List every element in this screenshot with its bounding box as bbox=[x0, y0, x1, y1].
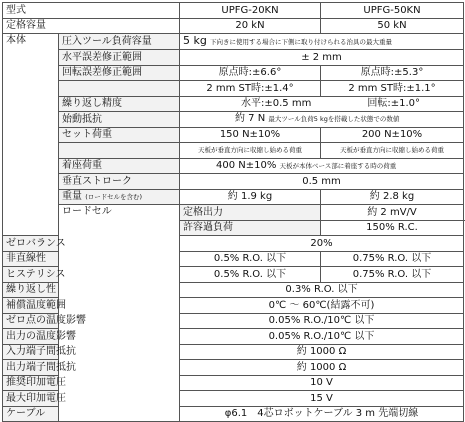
table-row bbox=[3, 34, 464, 50]
cell-value: 約 1.9 kg bbox=[180, 189, 321, 205]
cell-value: 0.5% R.O. 以下 bbox=[180, 267, 321, 283]
cell-value: 0.75% R.O. 以下 bbox=[321, 251, 464, 267]
cell-value: 0.05% R.O./10℃ 以下 bbox=[180, 313, 464, 329]
cell-value: 2 mm ST時:±1.4° bbox=[180, 81, 321, 97]
cell-value: 約 2.8 kg bbox=[321, 189, 464, 205]
cell-value: 20% bbox=[180, 236, 464, 252]
cell-value: 原点時:±5.3° bbox=[321, 65, 464, 81]
spec-table bbox=[2, 2, 464, 422]
value-text: 400 N±10% bbox=[216, 159, 277, 171]
row-label: 水平誤差修正範囲 bbox=[59, 50, 180, 66]
row-label-empty bbox=[59, 143, 180, 159]
row-label: 推奨印加電圧 bbox=[3, 375, 59, 391]
cell-value: ± 2 mm bbox=[180, 50, 464, 66]
row-label: ヒステリシス bbox=[3, 267, 59, 283]
row-label: ケーブル bbox=[3, 406, 59, 422]
value-text: 水平:±0.5 mm bbox=[241, 98, 312, 110]
cell-value bbox=[180, 158, 464, 174]
type-label: 型式 bbox=[3, 3, 180, 19]
row-label: 許容過負荷 bbox=[180, 220, 321, 236]
cell-value: 150% R.C. bbox=[321, 220, 464, 236]
cell-value: 約 2 mV/V bbox=[321, 205, 464, 221]
table-row bbox=[3, 112, 464, 128]
cell-value: 約 1000 Ω bbox=[180, 344, 464, 360]
table-row bbox=[3, 174, 464, 190]
cell-value: 0.75% R.O. 以下 bbox=[321, 267, 464, 283]
table-row bbox=[3, 143, 464, 159]
row-label: セット荷重 bbox=[59, 127, 180, 143]
row-label: 補償温度範囲 bbox=[3, 298, 59, 314]
table-row bbox=[3, 96, 464, 112]
row-label: 最大印加電圧 bbox=[3, 391, 59, 407]
table-row bbox=[3, 18, 464, 34]
row-label bbox=[59, 189, 180, 205]
table-row bbox=[3, 189, 464, 205]
row-label-empty bbox=[59, 81, 180, 97]
table-row bbox=[3, 81, 464, 97]
cell-value: 20 kN bbox=[180, 18, 321, 34]
table-row bbox=[3, 205, 464, 221]
cell-value: 200 N±10% bbox=[321, 127, 464, 143]
label-note: (ロードセルを含む) bbox=[85, 192, 143, 201]
row-label: 圧入ツール負荷容量 bbox=[59, 34, 180, 50]
table-row bbox=[3, 360, 464, 376]
row-label: 垂直ストローク bbox=[59, 174, 180, 190]
note-text: 天板が本体ベース部に着座する時の荷重 bbox=[279, 161, 397, 170]
row-label: 回転誤差修正範囲 bbox=[59, 65, 180, 81]
cell-value: 原点時:±6.6° bbox=[180, 65, 321, 81]
note-text: 最大ツール負荷5 kgを搭載した状態での数値 bbox=[268, 115, 400, 124]
note-text: 天板が垂直方向に収縮し始める荷重 bbox=[321, 143, 464, 159]
row-label: 着座荷重 bbox=[59, 158, 180, 174]
cell-value: 2 mm ST時:±1.1° bbox=[321, 81, 464, 97]
model-20kn: UPFG-20KN bbox=[180, 3, 321, 19]
table-row bbox=[3, 329, 464, 345]
row-label: 繰り返し性 bbox=[3, 282, 59, 298]
value-text: 5 kg bbox=[183, 34, 207, 47]
row-label: 出力の温度影響 bbox=[3, 329, 59, 345]
note-text: 下向きに使用する場合に下側に取り付けられる治具の最大重量 bbox=[210, 38, 393, 46]
cell-value: 0.3% R.O. 以下 bbox=[180, 282, 464, 298]
cell-value bbox=[180, 34, 464, 50]
cell-value: φ6.1 4芯ロボットケーブル 3 m 先端切線 bbox=[180, 406, 464, 422]
table-row bbox=[3, 50, 464, 66]
note-text: 天板が垂直方向に収縮し始める荷重 bbox=[180, 143, 321, 159]
table-row bbox=[3, 3, 464, 19]
row-label: 定格出力 bbox=[180, 205, 321, 221]
group-label-body: 本体 bbox=[3, 34, 59, 236]
cell-value: 0.5% R.O. 以下 bbox=[180, 251, 321, 267]
cell-value: 150 N±10% bbox=[180, 127, 321, 143]
group-label-loadcell: ロードセル bbox=[59, 205, 180, 422]
value-text: 約 7 N bbox=[235, 113, 266, 125]
cell-value: 約 1000 Ω bbox=[180, 360, 464, 376]
row-label: 入力端子間抵抗 bbox=[3, 344, 59, 360]
table-row bbox=[3, 127, 464, 143]
cell-value: 50 kN bbox=[321, 18, 464, 34]
row-label: ゼロバランス bbox=[3, 236, 59, 252]
row-label: 始動抵抗 bbox=[59, 112, 180, 128]
cell-value: 10 V bbox=[180, 375, 464, 391]
value-text: 回転:±1.0° bbox=[367, 98, 420, 110]
row-label: 非直線性 bbox=[3, 251, 59, 267]
row-label: 定格容量 bbox=[3, 18, 180, 34]
cell-value: 0℃ ～ 60℃(結露不可) bbox=[180, 298, 464, 314]
cell-value: 0.5 mm bbox=[180, 174, 464, 190]
cell-value: 0.05% R.O./10℃ 以下 bbox=[180, 329, 464, 345]
table-row bbox=[3, 158, 464, 174]
row-label: 出力端子間抵抗 bbox=[3, 360, 59, 376]
row-label: 繰り返し精度 bbox=[59, 96, 180, 112]
cell-value bbox=[180, 96, 464, 112]
row-label: ゼロ点の温度影響 bbox=[3, 313, 59, 329]
table-row bbox=[3, 65, 464, 81]
label-text: 重量 bbox=[62, 190, 82, 202]
cell-value bbox=[180, 112, 464, 128]
model-50kn: UPFG-50KN bbox=[321, 3, 464, 19]
cell-value: 15 V bbox=[180, 391, 464, 407]
